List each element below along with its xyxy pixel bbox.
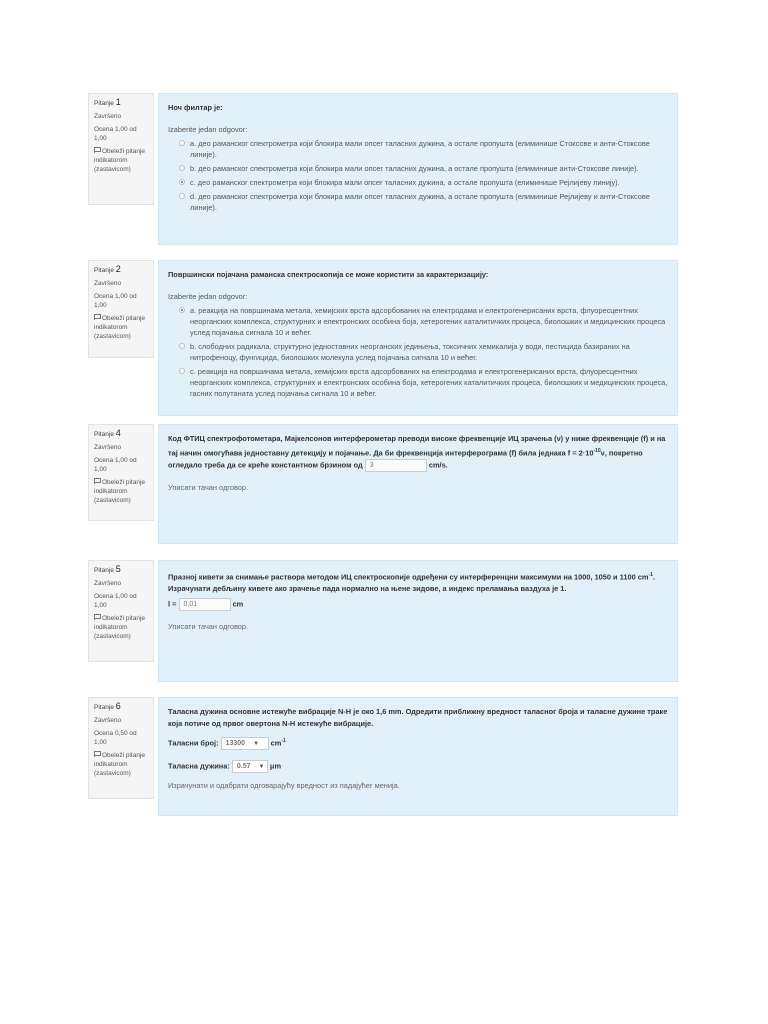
answer-hint: Израчунати и одабрати одговарајућу вредност из падајућег менија.	[168, 781, 400, 791]
question-5	[88, 560, 678, 682]
question-number: Pitanje 5	[94, 564, 121, 574]
wavelength-select[interactable]: 0.57 ▼	[232, 760, 268, 773]
flag-icon	[94, 751, 100, 757]
caret-down-icon: ▼	[253, 741, 260, 748]
question-grade: Ocena 1,00 od 1,00	[94, 457, 137, 473]
flag-question-link[interactable]: Obeleži pitanje indikatorom (zastavicom)	[94, 752, 145, 777]
question-content	[158, 697, 678, 816]
flag-question-link[interactable]: Obeleži pitanje indikatorom (zastavicom)	[94, 479, 145, 504]
radio-button-selected[interactable]	[179, 307, 185, 313]
question-1	[88, 93, 678, 245]
wavenumber-select[interactable]: 13300 ▼	[221, 737, 269, 750]
question-text: Код ФТИЦ спектрофотометара, Мајкелсонов интерферометар преводи високе фреквенције ИЦ зрачења (ν) у ниже фреквенције (f) и на тај начин омогућава једноставну детекцију и појачање. Да би фреквенција интерферограма (f) била једнака $f = 2\cdot 10^{-10}\nu$, покретно огледало треба да се креће константном брзином од 3 cm/s.	[168, 433, 668, 472]
answer-hint: Уписати тачан одговор.	[168, 622, 249, 632]
question-status: Završeno	[94, 113, 122, 120]
question-text: Празној кивети за снимање раствора методом ИЦ спектроскопије одређени су интерференцни максимуми на 1000, 1050 и 1100 $cm^{-1}$. Израчунати дебљину кивете ако зрачење пада нормално на њене зидове, а индекс преламања ваздуха је 1.	[168, 572, 655, 594]
answer-unit: cm/s.	[428, 460, 448, 470]
wavelength-row	[168, 760, 668, 773]
radio-button-selected[interactable]	[179, 179, 185, 185]
question-grade: Ocena 1,00 od 1,00	[94, 293, 137, 309]
question-info	[88, 260, 154, 358]
question-number: Pitanje 4	[94, 428, 121, 438]
answer-prompt: Izaberite jedan odgovor:	[168, 125, 248, 134]
question-grade: Ocena 0,50 od 1,00	[94, 730, 137, 746]
answer-hint: Уписати тачан одговор.	[168, 483, 249, 493]
answer-row	[168, 598, 668, 611]
question-content	[158, 424, 678, 544]
answer-option-d[interactable]: d. део раманског спектрометра који блокира мали опсег таласних дужина, а остале пропушта (елиминише Рејлијеву и анти-Стоксове линије).	[168, 191, 668, 213]
question-info	[88, 93, 154, 205]
radio-button[interactable]	[179, 165, 185, 171]
question-text: Ноч филтар је:	[168, 103, 223, 112]
answer-unit: cm	[232, 599, 244, 609]
wavenumber-unit: cm	[270, 738, 282, 748]
radio-button[interactable]	[179, 140, 185, 146]
answer-option-b[interactable]: b. део раманског спектрометра који блокира мали опсег таласних дужина, а остале пропушта (елиминише анти-Стоксове линије).	[168, 163, 668, 174]
flag-icon	[94, 314, 100, 320]
question-2	[88, 260, 678, 416]
answer-option-b[interactable]: b. слободних радикала, структурно једноставних неорганских једињења, токсичних хемикалија у води, пестицида базираних на нитрофеноцу, фунгицида, биолошких молекула услед појачања сигнала 10 и већег.	[168, 341, 668, 363]
question-text: Таласна дужина основне истежуће вибрације N-H је око 1,6 mm. Одредити приближну вредност таласног броја и таласне дужине траке која потиче од првог овертона N-H истежуће вибрације.	[168, 707, 668, 728]
question-grade: Ocena 1,00 od 1,00	[94, 126, 137, 142]
answer-input[interactable]: 0,01	[179, 598, 231, 611]
flag-icon	[94, 478, 100, 484]
wavelength-unit: μm	[269, 761, 282, 771]
question-info	[88, 697, 154, 799]
flag-question-link[interactable]: Obeleži pitanje indikatorom (zastavicom)	[94, 315, 145, 340]
question-status: Završeno	[94, 717, 122, 724]
question-status: Završeno	[94, 580, 122, 587]
radio-button[interactable]	[179, 343, 185, 349]
flag-icon	[94, 147, 100, 153]
answer-input[interactable]: 3	[365, 459, 427, 472]
question-4	[88, 424, 678, 544]
wavenumber-row: Таласни број: 13300 ▼ $cm^{-1}$	[168, 735, 668, 750]
answer-label: l =	[168, 599, 177, 609]
radio-button[interactable]	[179, 368, 185, 374]
flag-icon	[94, 614, 100, 620]
wavelength-label: Таласна дужина:	[168, 761, 230, 771]
question-status: Završeno	[94, 444, 122, 451]
radio-button[interactable]	[179, 193, 185, 199]
question-number: Pitanje 2	[94, 264, 121, 274]
question-content	[158, 560, 678, 682]
answer-option-a[interactable]: a. реакција на површинама метала, хемијских врста адсорбованих на електродама и електрогенерисаних врста, флуоресцентних неорганских комплекса, структурних и електронских особина боја, хетерогених каталитичких процеса, биолошких и медицинских процеса услед појачања сигнала 10 и већег.	[168, 305, 668, 338]
answer-option-c[interactable]: c. реакција на површинама метала, хемијских врста адсорбованих на електродама и електрогенерисаних врста, флуоресцентних неорганских комплекса, структурних и електронских особина боја, хетерогених каталитичких процеса, биолошких и медицинских процеса, гасних полутаната услед појачања сигнала 10 и већег.	[168, 366, 668, 399]
flag-question-link[interactable]: Obeleži pitanje indikatorom (zastavicom)	[94, 615, 145, 640]
question-info	[88, 560, 154, 662]
question-status: Završeno	[94, 280, 122, 287]
question-text: Површински појачана раманска спектроскопија се може користити за карактеризацију:	[168, 270, 489, 279]
answer-option-c[interactable]: c. део раманског спектрометра који блокира мали опсег таласних дужина, а остале пропушта (елиминише Рејлијеву линију).	[168, 177, 668, 188]
question-number: Pitanje 6	[94, 701, 121, 711]
answer-prompt: Izaberite jedan odgovor:	[168, 292, 248, 301]
caret-down-icon: ▼	[258, 764, 265, 771]
question-info	[88, 424, 154, 521]
question-6	[88, 697, 678, 816]
question-content	[158, 93, 678, 245]
question-grade: Ocena 1,00 od 1,00	[94, 593, 137, 609]
question-number: Pitanje 1	[94, 97, 121, 107]
wavenumber-label: Таласни број:	[168, 738, 219, 748]
question-content	[158, 260, 678, 416]
answer-option-a[interactable]: a. део раманског спектрометра који блокира мали опсег таласних дужина, а остале пропушта (елиминише Стоксове и анти-Стоксове линије).	[168, 138, 668, 160]
flag-question-link[interactable]: Obeleži pitanje indikatorom (zastavicom)	[94, 148, 145, 173]
